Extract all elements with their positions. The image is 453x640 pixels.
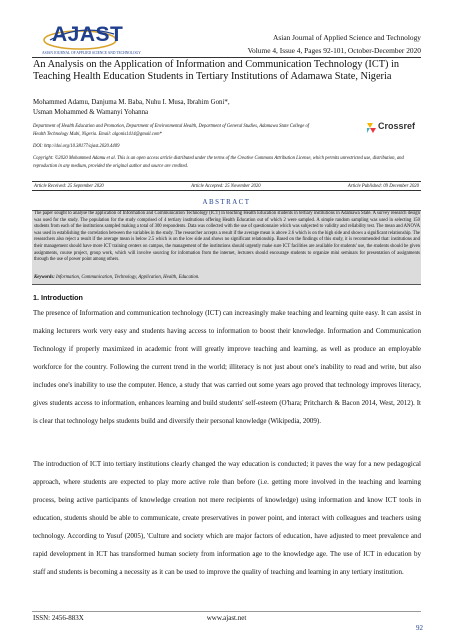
abstract-heading: ABSTRACT	[202, 199, 251, 206]
keywords-label: Keywords:	[34, 275, 55, 280]
footer-divider	[32, 611, 421, 612]
affiliation: Department of Health Education and Promotion, Department of Environmental Health, Department of General Studies, Adamawa State College of Health Technology Mubi, Nigeria. Email: algonis1414@gmail.com*	[33, 124, 310, 137]
page-number: 92	[416, 624, 423, 632]
doi-link[interactable]: DOI: http://doi.org/10.38177/ajast.2020.4409	[33, 144, 120, 149]
logo-text: AJAST	[52, 23, 124, 46]
article-dates	[32, 181, 421, 191]
date-accepted: Article Accepted: 25 November 2020	[191, 183, 261, 189]
keywords	[34, 275, 200, 280]
paper-title: An Analysis on the Application of Information and Communication Technology (ICT) in Teaching Health Education Students in Tertiary Institutions of Adamawa State, Nigeria	[33, 59, 400, 82]
logo-subtitle: ASIAN JOURNAL OF APPLIED SCIENCE AND TECHNOLOGY	[42, 51, 141, 55]
crossref-label[interactable]: Crossref	[378, 121, 416, 131]
keywords-list: Information, Communication, Technology, Application, Health, Education.	[56, 275, 200, 280]
section-heading-introduction: 1. Introduction	[33, 293, 83, 302]
journal-volume: Volume 4, Issue 4, Pages 92-101, October-December 2020	[247, 46, 421, 55]
footer-website-link[interactable]: www.ajast.net	[206, 614, 247, 622]
intro-paragraph-1: The presence of Information and communication technology (ICT) can increasingly make teaching and learning quite easy. It can assist in making lecturers work very easy and students having access to information to boost their knowledge. Information and Communication Technology if properly maximized in academic front will greatly improve teaching and learning, as well as produce an employable workforce for the country. Following the current trend in the world; illiteracy is not just about one's inability to read and write, but also includes one's inability to use the computer. Hence, a study that was carried out some years ago proved that technology improves literacy, gives students access to information, enhances learning and build students' self-esteem (O'hara; Pritcharch & Bacon 2014, West, 2012). It is clear that technology helps students build and diversify their personal knowledge (Wikipedia, 2009).	[33, 309, 421, 425]
abstract-text: The paper sought to analyse the application of Information and Communication Technology (ICT) in teaching Health Education students in tertiary institutions in Adamawa State. A survey research design was used for the study. The population for the study comprised of 4 tertiary institutions offering Health Education out of which 2 were sampled. A simple random sampling was used in selecting 150 students from each of the institutions sampled making a total of 300 respondents. Data was collected with the use of questionnaire which was subjected to validity and reliability test. The mean and ANOVA was used in establishing the correlation between the variables in the study. The researcher accepts a result if the average mean is above 2.6 which is on the high side and shows a significant relationship. The researchers also reject a result if the average mean is below 2.5 which is on the low side and shows no significant relationship. Based on the findings of this study, it is recommended that: institutions and their management should have more ICT training centers on campus, the management of the institutions should urgently make sure ICT facilities are available for students' use, the students should be given assignments, course project, group work, which will involve sourcing for information from the internet, lecturers should encourage students to organize mini seminars for presentation of assignments through the use of power point among others.	[34, 211, 420, 263]
footer-issn: ISSN: 2456-883X	[33, 614, 84, 622]
header-divider	[32, 57, 421, 58]
authors-line-2: Usman Mohammed & Wamanyi Yohanna	[33, 109, 149, 116]
authors-line-1: Mohammed Adamu, Danjuma M. Baba, Nuhu I. Musa, Ibrahim Goni*,	[33, 99, 230, 106]
date-received: Article Received: 25 September 2020	[34, 183, 104, 189]
intro-paragraph-2: The introduction of ICT into tertiary institutions clearly changed the way education is conducted; it paves the way for a new pedagogical approach, where students are expected to play more active role than before (i.e. getting more involved in the teaching and learning process, being active participants of knowledge creation not mere recipients of knowledge) using information and know ICT tools in education, students should be able to communicate, create preservatives in power point, and interact with colleagues and teachers using technology. According to Yusuf (2005), 'Culture and society which are major factors of education, have adjusted to meet prevalence and rapid development in ICT has transformed human society from information age to the knowledge age. The use of ICT in education by staff and students is becoming a necessity as it can be used to improve the quality of teaching and learning in any tertiary institution.	[33, 460, 421, 576]
journal-name: Asian Journal of Applied Science and Technology	[273, 33, 421, 42]
date-published: Article Published: 09 December 2020	[347, 183, 419, 189]
authors	[33, 98, 230, 118]
copyright-notice: Copyright: ©2020 Mohammed Adamu et al. This is an open access article distributed under the terms of the Creative Commons Attribution License, which permits unrestricted use, distribution, and reproduction in any medium, provided the original author and source are credited.	[33, 156, 404, 169]
